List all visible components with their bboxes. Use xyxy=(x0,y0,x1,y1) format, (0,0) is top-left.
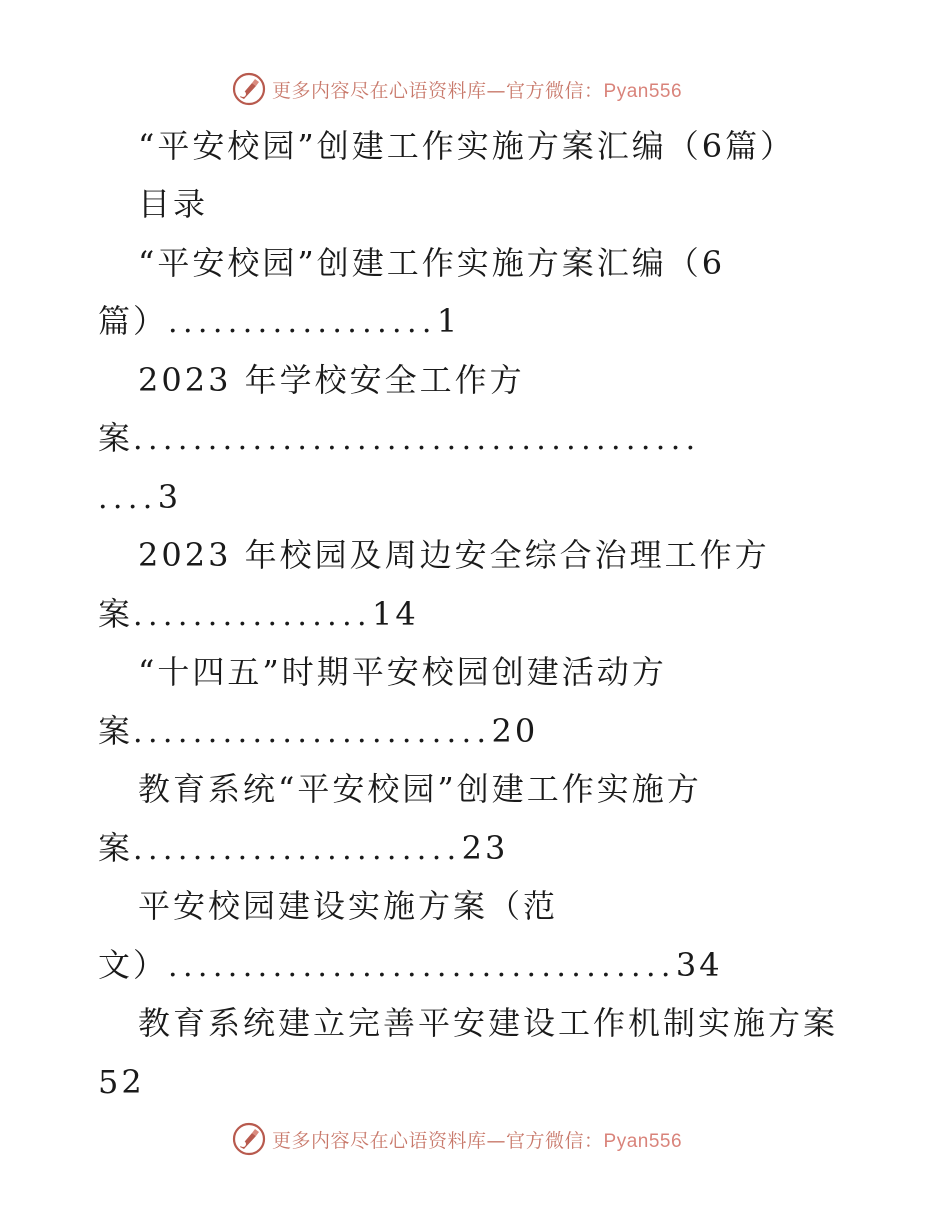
watermark-wechat-id: Pyan556 xyxy=(603,80,683,102)
toc-entry-7-title: 教育系统建立完善平安建设工作机制实施方案 xyxy=(138,1004,839,1042)
toc-entry-2-wrap xyxy=(98,477,181,519)
toc-page-number: 14 xyxy=(372,595,419,633)
document-title: “平安校园”创建工作实施方案汇编（6篇） xyxy=(138,127,796,165)
toc-entry-1-continuation: 篇）..................1 xyxy=(98,302,461,340)
toc-entry-3-continuation: 案................14 xyxy=(98,595,419,633)
toc-page-number: 23 xyxy=(461,829,509,867)
watermark-text: 更多内容尽在心语资料库—官方微信：Pyan556 xyxy=(272,79,683,102)
toc-leader-dots: ...................... xyxy=(133,832,462,867)
toc-leader-dots: ................ xyxy=(133,598,372,633)
toc-leader-dots: ...................................... xyxy=(133,422,701,457)
toc-entry-6-title: 平安校园建设实施方案（范 xyxy=(138,887,559,925)
toc-entry-5-continuation: 案......................23 xyxy=(98,829,509,867)
toc-page-number: 3 xyxy=(157,478,182,516)
toc-entry-2-title: 2023 年学校安全工作方 xyxy=(138,361,525,399)
toc-heading: 目录 xyxy=(138,185,209,223)
watermark-wechat-id: Pyan556 xyxy=(603,1130,683,1152)
toc-leader-dots: .................................. xyxy=(168,949,676,984)
toc-leader-dots: .... xyxy=(98,481,158,516)
toc-leader-dots: .................. xyxy=(168,305,437,340)
watermark-header xyxy=(232,72,682,106)
toc-page-number: 34 xyxy=(675,946,723,984)
toc-entry-1-title: “平安校园”创建工作实施方案汇编（6 xyxy=(138,244,726,282)
toc-entry-5-title: 教育系统“平安校园”创建工作实施方 xyxy=(138,770,702,808)
toc-leader-dots: ........................ xyxy=(133,715,492,750)
toc-page-number: 1 xyxy=(436,302,461,340)
toc-entry-4-continuation: 案........................20 xyxy=(98,712,539,750)
watermark-footer xyxy=(232,1122,682,1156)
watermark-text: 更多内容尽在心语资料库—官方微信：Pyan556 xyxy=(272,1129,683,1152)
toc-entry-7-page: 52 xyxy=(98,1063,145,1101)
toc-entry-3-title: 2023 年校园及周边安全综合治理工作方 xyxy=(138,536,770,574)
toc-entry-6-continuation: 文）..................................34 xyxy=(98,946,723,984)
toc-page-number: 20 xyxy=(491,712,539,750)
toc-entry-2-continuation: 案...................................... xyxy=(98,419,701,457)
pen-logo-icon xyxy=(232,1122,266,1156)
toc-entry-4-title: “十四五”时期平安校园创建活动方 xyxy=(138,653,667,691)
pen-logo-icon xyxy=(232,72,266,106)
